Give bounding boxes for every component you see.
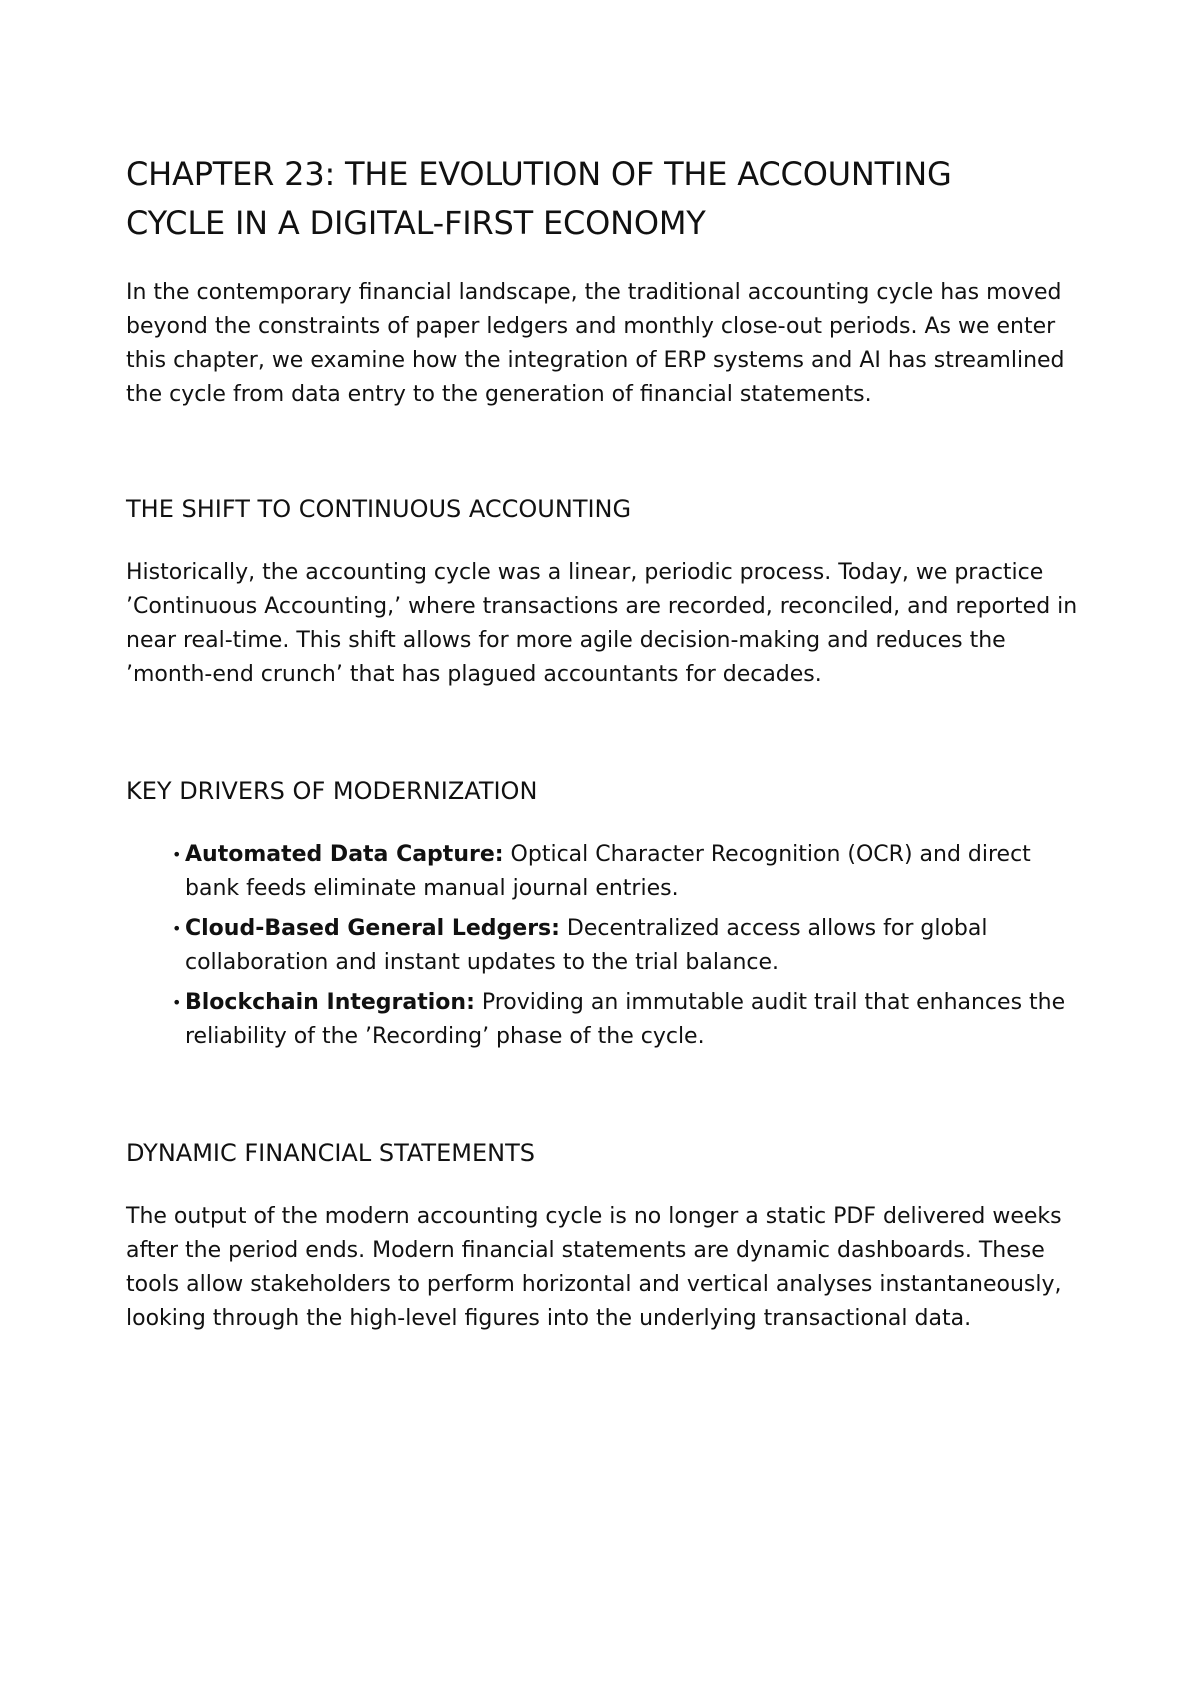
bullet-icon: • [172,993,182,1012]
driver-term: Cloud-Based General Ledgers: [185,916,560,941]
section-heading-dynamic-statements: DYNAMIC FINANCIAL STATEMENTS [126,1139,535,1167]
driver-term: Automated Data Capture: [185,842,504,867]
list-item [172,838,1080,906]
driver-term: Blockchain Integration: [185,990,475,1015]
bullet-icon: • [172,845,182,864]
section-heading-key-drivers: KEY DRIVERS OF MODERNIZATION [126,777,538,805]
driver-description: Providing an immutable audit trail that enhances the reliability of the ’Recording’ phase of the cycle. [185,990,1066,1049]
chapter-title: CHAPTER 23: THE EVOLUTION OF THE ACCOUNTING CYCLE IN A DIGITAL-FIRST ECONOMY [126,155,952,242]
bullet-icon: • [172,919,182,938]
section-body-dynamic-statements: The output of the modern accounting cycle is no longer a static PDF delivered weeks after the period ends. Modern financial statements are dynamic dashboards. These tools allow stakeholders to perform horizontal and vertical analyses instantaneously, looking through the high-level figures into the underlying transactional data. [126,1204,1062,1331]
section-heading-continuous-accounting: THE SHIFT TO CONTINUOUS ACCOUNTING [126,495,632,523]
key-drivers-list [126,838,1080,1054]
driver-description: Decentralized access allows for global collaboration and instant updates to the trial balance. [185,916,988,975]
section-body-continuous-accounting: Historically, the accounting cycle was a linear, periodic process. Today, we practice ’Continuous Accounting,’ where transactions are recorded, reconciled, and reported in near real-time. This shift allows for more agile decision-making and reduces the ’month-end crunch’ that has plagued accountants for decades. [126,560,1078,687]
driver-description: Optical Character Recognition (OCR) and direct bank feeds eliminate manual journal entries. [185,842,1031,901]
intro-paragraph: In the contemporary financial landscape, the traditional accounting cycle has moved beyond the constraints of paper ledgers and monthly close-out periods. As we enter this chapter, we examine how the integration of ERP systems and AI has streamlined the cycle from data entry to the generation of financial statements. [126,280,1065,407]
list-item [172,986,1080,1054]
list-item [172,912,1080,980]
